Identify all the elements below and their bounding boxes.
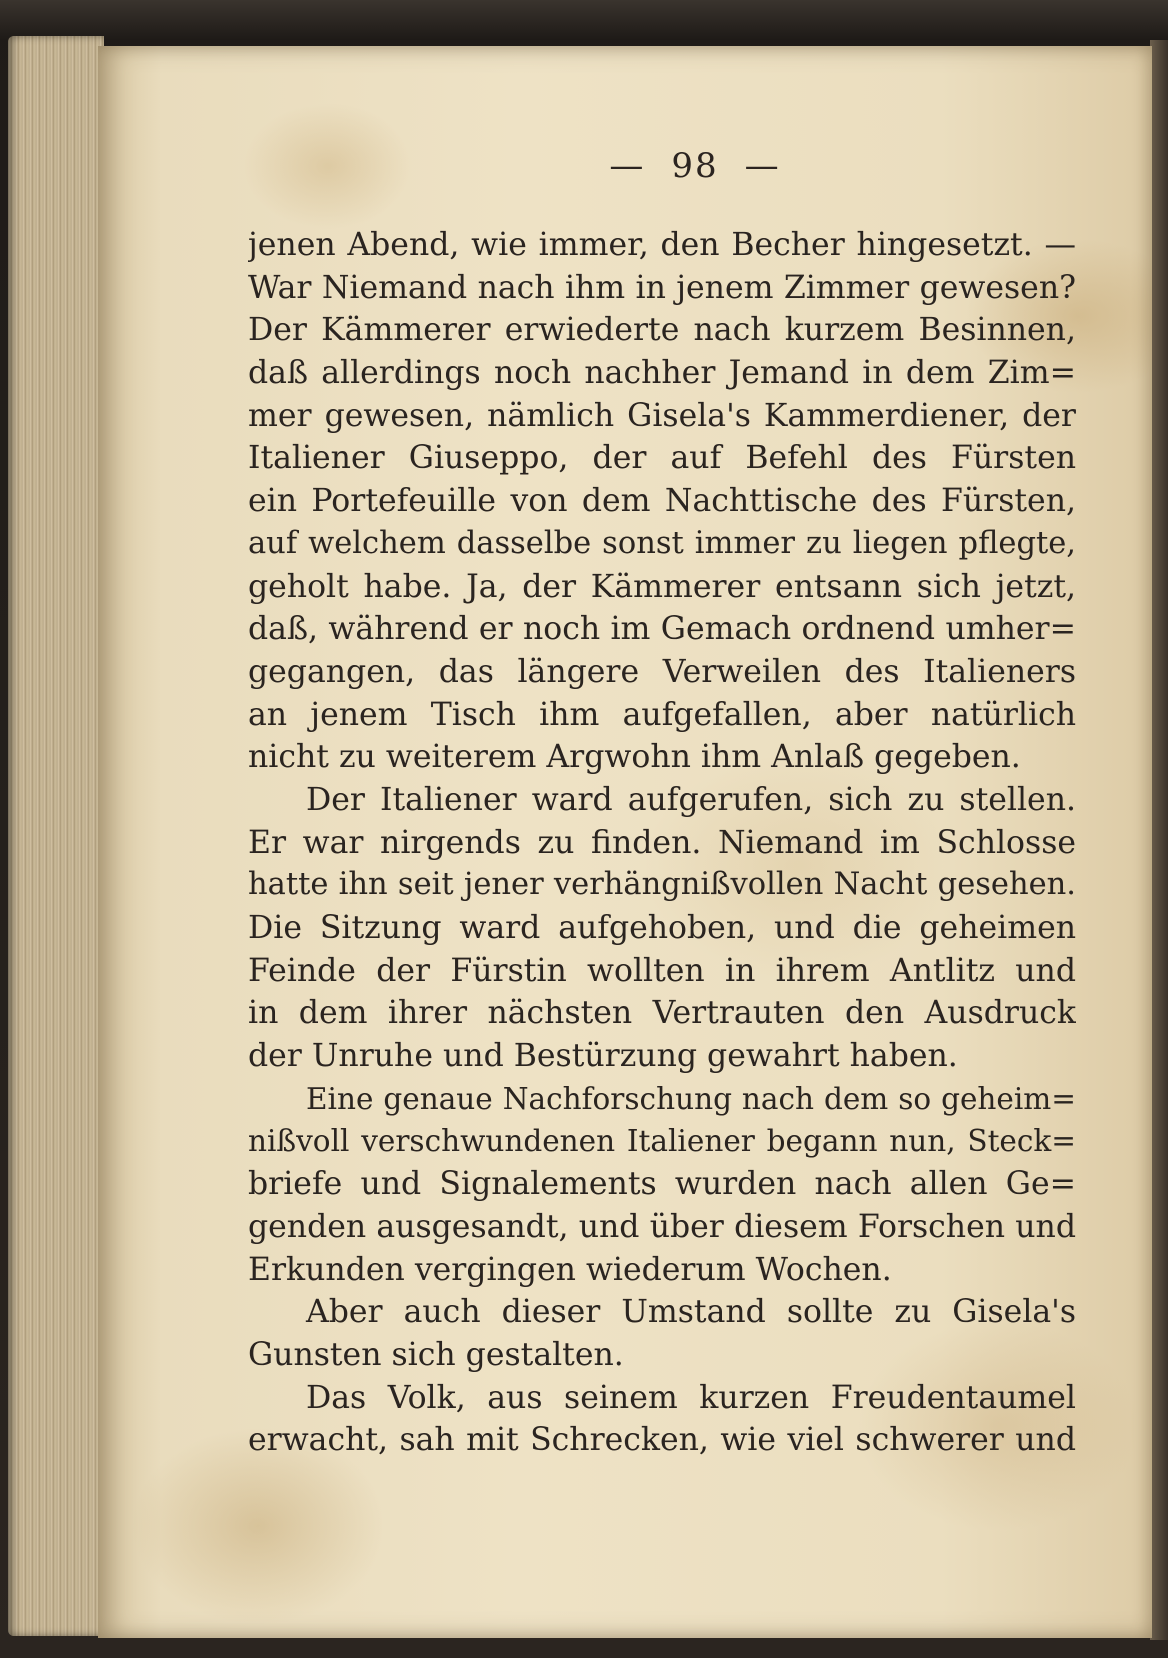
text-line: Feinde der Fürstin wollten in ihrem Antlitz und (248, 952, 1076, 989)
book-page (98, 46, 1152, 1638)
text-line: hatte ihn seit jener verhängnißvollen Nacht gesehen. (248, 867, 1076, 903)
text-line: Der Italiener ward aufgerufen, sich zu stellen. (306, 781, 1076, 818)
text-line: der Unruhe und Bestürzung gewahrt haben. (248, 1038, 958, 1075)
text-line: Das Volk, aus seinem kurzen Freudentaumel (306, 1379, 1076, 1416)
text-line: auf welchem dasselbe sonst immer zu liegen pflegte, (248, 525, 1076, 561)
text-line: nißvoll verschwundenen Italiener begann nun, Steck= (248, 1124, 1076, 1159)
page-edges (8, 36, 104, 1636)
text-line: genden ausgesandt, und über diesem Forschen und (248, 1208, 1076, 1245)
text-line: mer gewesen, nämlich Gisela's Kammerdiener, der (248, 397, 1076, 434)
book-cover-edge (1150, 40, 1168, 1640)
text-line: jenen Abend, wie immer, den Becher hingesetzt. — (248, 227, 1076, 263)
text-line: geholt habe. Ja, der Kämmerer entsann sich jetzt, (248, 568, 1076, 605)
text-line: in dem ihrer nächsten Vertrauten den Ausdruck (248, 995, 1076, 1032)
text-line: Aber auch dieser Umstand sollte zu Gisela's (306, 1294, 1076, 1331)
text-line: War Niemand nach ihm in jenem Zimmer gewesen? (248, 269, 1076, 306)
text-line: daß allerdings noch nachher Jemand in dem Zim= (248, 355, 1076, 392)
scanner-background (0, 0, 1168, 40)
text-line: briefe und Signalements wurden nach allen Ge= (248, 1166, 1076, 1203)
text-line: an jenem Tisch ihm aufgefallen, aber natürlich (248, 696, 1076, 733)
page-number-dash-right: — (744, 146, 781, 186)
text-line: daß, während er noch im Gemach ordnend umher= (248, 611, 1076, 648)
text-line: Eine genaue Nachforschung nach dem so geheim= (306, 1081, 1076, 1116)
text-line: Der Kämmerer erwiederte nach kurzem Besinnen, (248, 312, 1076, 349)
text-line: Die Sitzung ward aufgehoben, und die geheimen (248, 910, 1076, 946)
page-number-dash-left: — (609, 146, 646, 186)
text-line: Erkunden vergingen wiederum Wochen. (248, 1251, 892, 1288)
text-line: Italiener Giuseppo, der auf Befehl des Fürsten (248, 440, 1076, 477)
page-number: 98 (671, 146, 719, 186)
text-line: nicht zu weiterem Argwohn ihm Anlaß gegeben. (248, 739, 1021, 776)
text-line: gegangen, das längere Verweilen des Italieners (248, 653, 1076, 690)
text-line: Er war nirgends zu finden. Niemand im Schlosse (248, 824, 1076, 861)
text-line: ein Portefeuille von dem Nachttische des Fürsten, (248, 483, 1076, 520)
body-text (248, 224, 1076, 1462)
text-line: erwacht, sah mit Schrecken, wie viel schwerer und (248, 1422, 1076, 1459)
text-line: Gunsten sich gestalten. (248, 1336, 624, 1373)
page-number-header (98, 146, 1152, 186)
